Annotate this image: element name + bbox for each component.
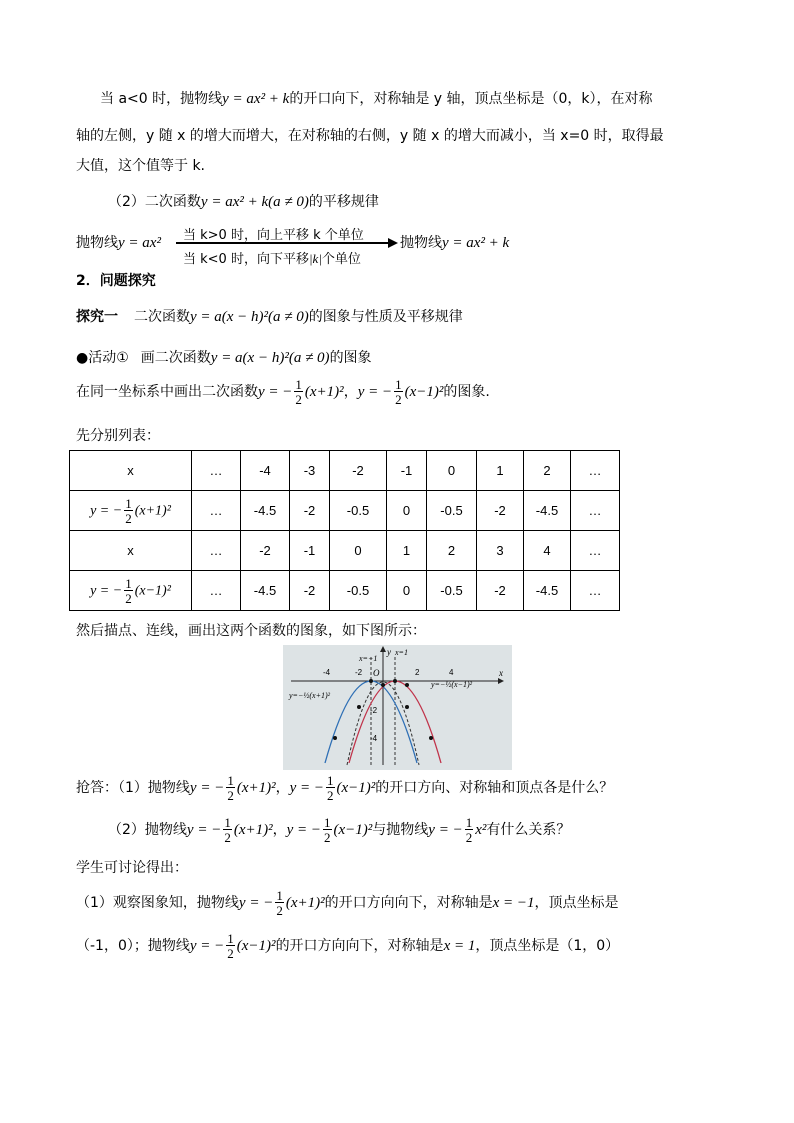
table-cell: 2 bbox=[524, 451, 571, 491]
separator: ， bbox=[272, 822, 287, 838]
row-header: x bbox=[70, 451, 192, 491]
frac-num: 1 bbox=[125, 495, 132, 511]
answer-1 bbox=[76, 889, 619, 917]
frac-num: 1 bbox=[227, 931, 234, 946]
formula: (x−1)² bbox=[336, 780, 376, 796]
x-axis-label: x bbox=[499, 668, 503, 678]
frac-den: 2 bbox=[276, 903, 283, 918]
fraction-half bbox=[294, 378, 303, 406]
q1-tail: 的开口方向、对称轴和顶点各是什么？ bbox=[375, 780, 614, 796]
formula: (x+1)² bbox=[233, 822, 273, 838]
frac-num: 1 bbox=[295, 377, 302, 392]
row-header bbox=[70, 571, 192, 611]
frac-den: 2 bbox=[125, 590, 132, 606]
shift-upper-label: 当 k>0 时，向上平移 k 个单位 bbox=[183, 228, 364, 243]
table-cell: -4 bbox=[241, 451, 290, 491]
table-cell: … bbox=[571, 531, 620, 571]
frac-num: 1 bbox=[327, 773, 334, 788]
formula: y = − bbox=[186, 822, 222, 838]
frac-num: 1 bbox=[227, 773, 234, 788]
para2-label: （2）二次函数 bbox=[108, 194, 201, 210]
fraction-half bbox=[223, 816, 232, 844]
formula: x = −1 bbox=[492, 895, 535, 911]
plot-point bbox=[405, 705, 409, 709]
table-cell: -4.5 bbox=[524, 491, 571, 531]
axis-left-label: x=−1 bbox=[359, 654, 378, 663]
table-cell: 4 bbox=[524, 531, 571, 571]
table-cell: 1 bbox=[477, 451, 524, 491]
table-row bbox=[70, 571, 620, 611]
formula: y = − bbox=[289, 780, 325, 796]
table-cell: -0.5 bbox=[427, 491, 477, 531]
shift-lower-text: 当 k<0 时，向下平移 bbox=[183, 252, 309, 267]
abs-k: |k| bbox=[308, 251, 322, 266]
section-title: 2．问题探究 bbox=[76, 273, 156, 289]
shift-left-label: 抛物线 bbox=[76, 235, 118, 251]
shift-lower-unit: 个单位 bbox=[321, 252, 361, 267]
table-cell: … bbox=[571, 571, 620, 611]
fraction-half bbox=[226, 932, 235, 960]
formula: x = 1 bbox=[443, 938, 476, 954]
table-cell: -0.5 bbox=[330, 491, 387, 531]
para2 bbox=[108, 191, 379, 211]
table-row bbox=[70, 451, 620, 491]
table-cell: -0.5 bbox=[427, 571, 477, 611]
frac-den: 2 bbox=[295, 392, 302, 407]
para1-text-a: 当 a<0 时，抛物线 bbox=[100, 91, 223, 107]
explore1 bbox=[76, 306, 463, 326]
parabola-figure bbox=[283, 645, 512, 770]
para2-suffix: 的平移规律 bbox=[308, 194, 379, 210]
frac-den: 2 bbox=[324, 830, 331, 845]
x-tick-label: -2 bbox=[355, 668, 363, 677]
table-cell: … bbox=[192, 491, 241, 531]
after-table: 然后描点、连线，画出这两个函数的图象，如下图所示： bbox=[76, 623, 426, 639]
q2-mid: 与抛物线 bbox=[372, 822, 429, 838]
a2-mid: 的开口方向向下，对称轴是 bbox=[275, 938, 444, 954]
plot-point bbox=[393, 679, 397, 683]
activity1-text-a: 画二次函数 bbox=[140, 350, 211, 366]
table-cell: … bbox=[192, 571, 241, 611]
table-cell: -4.5 bbox=[241, 491, 290, 531]
table-cell: -3 bbox=[290, 451, 330, 491]
x-tick-label: 4 bbox=[449, 668, 454, 677]
row-header: x bbox=[70, 531, 192, 571]
instruction-text-b: 的图象. bbox=[443, 384, 490, 400]
plot-point bbox=[429, 736, 433, 740]
fraction-half bbox=[275, 889, 284, 917]
list-first: 先分别列表： bbox=[76, 428, 160, 444]
axis-right-label: x=1 bbox=[395, 648, 408, 657]
a1-lead: （1）观察图象知，抛物线 bbox=[76, 895, 239, 911]
frac-num: 1 bbox=[324, 815, 331, 830]
activity1 bbox=[76, 347, 372, 367]
para1-line1 bbox=[100, 88, 653, 108]
frac-num: 1 bbox=[395, 377, 402, 392]
table-cell: -4.5 bbox=[241, 571, 290, 611]
q2-tail: 有什么关系？ bbox=[486, 822, 571, 838]
table-cell: -4.5 bbox=[524, 571, 571, 611]
formula: x² bbox=[475, 822, 487, 838]
formula: (x−1)² bbox=[404, 384, 444, 400]
table-cell: 3 bbox=[477, 531, 524, 571]
table-row bbox=[70, 491, 620, 531]
formula: y = a(x − h)²(a ≠ 0) bbox=[190, 309, 309, 325]
question-1 bbox=[76, 774, 613, 802]
formula: y = ax² + k bbox=[442, 235, 510, 251]
frac-num: 1 bbox=[276, 888, 283, 903]
shift-lower-label bbox=[183, 248, 361, 267]
table-cell: 1 bbox=[387, 531, 427, 571]
curve-label-left: y=−½(x+1)² bbox=[289, 691, 331, 700]
table-cell: 0 bbox=[427, 451, 477, 491]
table-cell: -0.5 bbox=[330, 571, 387, 611]
table-cell: -1 bbox=[290, 531, 330, 571]
a2-lead: （-1，0）；抛物线 bbox=[76, 938, 190, 954]
fraction-half bbox=[394, 378, 403, 406]
fraction-half bbox=[326, 774, 335, 802]
table-cell: 0 bbox=[330, 531, 387, 571]
frac-den: 2 bbox=[327, 788, 334, 803]
frac-den: 2 bbox=[224, 830, 231, 845]
table-cell: -2 bbox=[477, 491, 524, 531]
table-cell: 0 bbox=[387, 491, 427, 531]
frac-den: 2 bbox=[125, 510, 132, 526]
formula: y = ax² + k bbox=[222, 91, 290, 107]
formula: (x−1)² bbox=[134, 582, 171, 598]
instruction-text-a: 在同一坐标系中画出二次函数 bbox=[76, 384, 258, 400]
plot-point bbox=[357, 705, 361, 709]
plot-point bbox=[333, 736, 337, 740]
separator: ， bbox=[343, 384, 358, 400]
table-cell: … bbox=[571, 451, 620, 491]
plot-point bbox=[369, 679, 373, 683]
explore1-text-b: 的图象与性质及平移规律 bbox=[308, 309, 463, 325]
a1-mid: 的开口方向向下，对称轴是 bbox=[324, 895, 493, 911]
fraction-half bbox=[124, 577, 133, 605]
table-cell: -2 bbox=[330, 451, 387, 491]
table-cell: -2 bbox=[290, 491, 330, 531]
formula: (x−1)² bbox=[333, 822, 373, 838]
discuss: 学生可讨论得出： bbox=[76, 860, 188, 876]
formula: (x+1)² bbox=[304, 384, 344, 400]
fraction-half bbox=[465, 816, 474, 844]
formula: y = − bbox=[90, 582, 123, 598]
shift-right bbox=[400, 232, 509, 252]
shift-left bbox=[76, 232, 161, 252]
value-table bbox=[69, 450, 620, 611]
para1-line3: 大值，这个值等于 k. bbox=[76, 158, 206, 174]
table-cell: … bbox=[192, 531, 241, 571]
fraction-half bbox=[323, 816, 332, 844]
formula: y = − bbox=[189, 780, 225, 796]
para1-text-b: 的开口向下，对称轴是 y 轴，顶点坐标是（0，k），在对称 bbox=[289, 91, 653, 107]
q2-lead: （2）抛物线 bbox=[108, 822, 187, 838]
a1-tail: ，顶点坐标是 bbox=[534, 895, 619, 911]
frac-den: 2 bbox=[227, 788, 234, 803]
table-cell: 2 bbox=[427, 531, 477, 571]
fraction-half bbox=[226, 774, 235, 802]
separator: ， bbox=[275, 780, 290, 796]
formula: y = − bbox=[357, 384, 393, 400]
table-cell: 0 bbox=[387, 571, 427, 611]
table-cell: -1 bbox=[387, 451, 427, 491]
origin-label: O bbox=[373, 668, 380, 678]
explore1-text-a: 二次函数 bbox=[134, 309, 190, 325]
y-tick-label: -4 bbox=[370, 734, 378, 743]
frac-num: 1 bbox=[465, 815, 473, 830]
q1-lead: 抢答：（1）抛物线 bbox=[76, 780, 190, 796]
table-cell: -2 bbox=[241, 531, 290, 571]
row-header bbox=[70, 491, 192, 531]
table-cell: -2 bbox=[290, 571, 330, 611]
plot-point bbox=[405, 683, 409, 687]
shift-right-label: 抛物线 bbox=[400, 235, 442, 251]
question-2 bbox=[108, 816, 570, 844]
table-cell: … bbox=[571, 491, 620, 531]
para1-line2: 轴的左侧，y 随 x 的增大而增大，在对称轴的右侧，y 随 x 的增大而减小，当 x=0 时，取得最 bbox=[76, 128, 664, 144]
fraction-half bbox=[124, 497, 133, 525]
a2-tail: ，顶点坐标是（1，0） bbox=[475, 938, 620, 954]
activity1-text-b: 的图象 bbox=[329, 350, 372, 366]
formula: (x−1)² bbox=[236, 938, 276, 954]
x-tick-label: -4 bbox=[323, 668, 331, 677]
answer-2 bbox=[76, 932, 619, 960]
formula: (x+1)² bbox=[134, 502, 171, 518]
formula: y = − bbox=[258, 384, 293, 400]
formula: y = − bbox=[428, 822, 463, 838]
formula: (x+1)² bbox=[285, 895, 325, 911]
formula: y = ax² + k(a ≠ 0) bbox=[200, 194, 309, 210]
frac-num: 1 bbox=[125, 575, 132, 591]
x-tick-label: 2 bbox=[415, 668, 420, 677]
activity1-label: ●活动① bbox=[76, 350, 129, 366]
formula: y = − bbox=[189, 938, 225, 954]
formula: y = ax² bbox=[118, 235, 161, 251]
formula: y = − bbox=[238, 895, 274, 911]
formula: y = − bbox=[90, 502, 123, 518]
formula: y = a(x − h)²(a ≠ 0) bbox=[210, 350, 330, 366]
shift-arrow bbox=[176, 238, 398, 248]
explore1-label: 探究一 bbox=[76, 309, 118, 325]
table-cell: … bbox=[192, 451, 241, 491]
frac-den: 2 bbox=[227, 946, 234, 961]
formula: (x+1)² bbox=[236, 780, 276, 796]
formula: y = − bbox=[286, 822, 322, 838]
draw-instruction bbox=[76, 378, 490, 406]
plot-point bbox=[381, 683, 385, 687]
table-cell: -2 bbox=[477, 571, 524, 611]
frac-den: 2 bbox=[465, 830, 473, 845]
frac-num: 1 bbox=[224, 815, 231, 830]
frac-den: 2 bbox=[395, 392, 402, 407]
y-tick-label: -2 bbox=[370, 706, 378, 715]
curve-label-right: y=−½(x−1)² bbox=[431, 680, 473, 689]
table-row bbox=[70, 531, 620, 571]
y-axis-label: y bbox=[387, 647, 391, 657]
